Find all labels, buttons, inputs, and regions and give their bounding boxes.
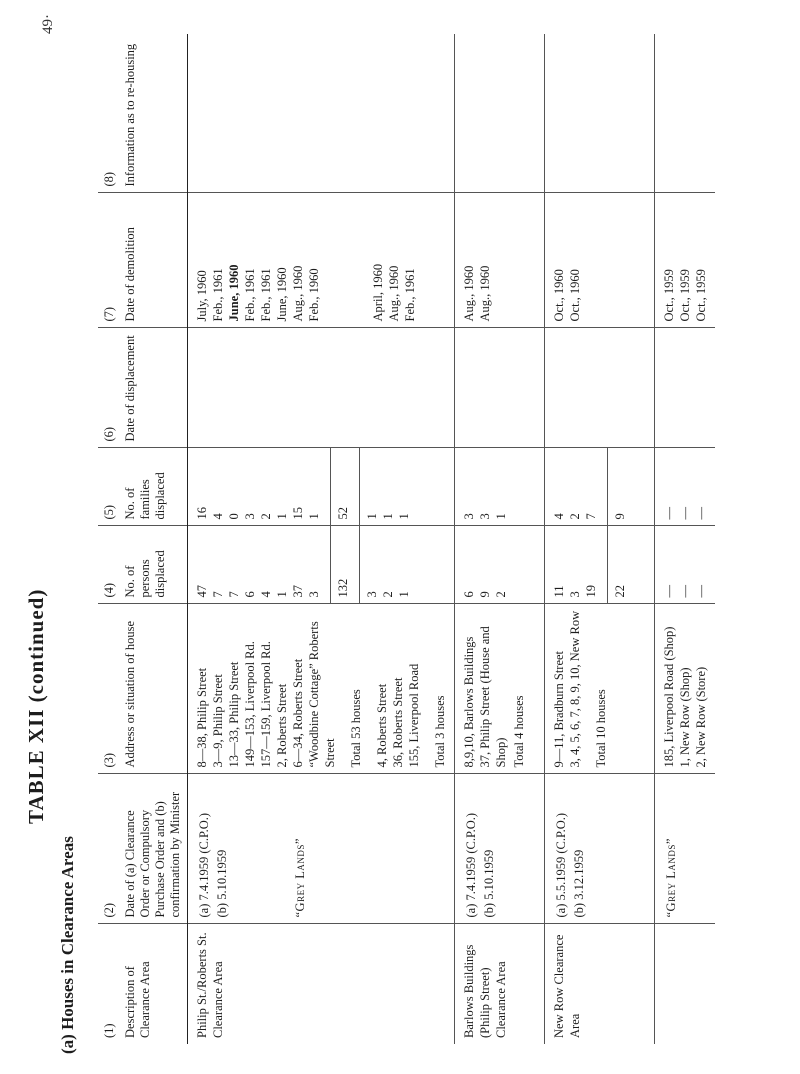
order-dates: (a) 7.4.1959 (C.P.O.) (b) 5.10.1959 (455, 774, 545, 924)
displacement-date (655, 328, 716, 448)
addresses: 185, Liverpool Road (Shop) 1, New Row (Shop) 2, New Row (Store) (655, 604, 716, 774)
demolition-dates: Oct., 1959 Oct., 1959 Oct., 1959 (655, 193, 716, 328)
rehousing-info (455, 34, 545, 193)
persons-displaced: — — — (655, 526, 716, 604)
persons-displaced: 47 7 7 6 4 1 37 3 132 3 2 1 (188, 526, 455, 604)
demolition-dates: Oct., 1960 Oct., 1960 (545, 193, 655, 328)
persons-displaced: 11 3 19 22 (545, 526, 655, 604)
col-demolition-header: (7) Date of demolition (98, 193, 188, 328)
rehousing-info (188, 34, 455, 193)
table-subtitle: (a) Houses in Clearance Areas (58, 836, 77, 1054)
col-rehousing-header: (8) Information as to re-housing (98, 34, 188, 193)
table-row (545, 34, 655, 1044)
col-address-header: (3) Address or situation of house (98, 604, 188, 774)
table-row (188, 34, 455, 1044)
area-description: Philip St./Roberts St. Clearance Area (188, 924, 455, 1044)
rehousing-info (545, 34, 655, 193)
table-title: TABLE XII (continued) (24, 588, 48, 824)
order-dates: (a) 5.5.1959 (C.P.O.) (b) 3.12.1959 (545, 774, 655, 924)
page-number: 49· (40, 14, 56, 34)
demolition-dates: July, 1960 Feb., 1961 June, 1960 Feb., 1961 Feb., 1961 June, 1960 Aug., 1960 Feb., 1960 April, 1960 Aug., 1960 Feb., 1961 (188, 193, 455, 328)
col-persons-header: (4) No. of persons displaced (98, 526, 188, 604)
order-dates: (a) 7.4.1959 (C.P.O.) (b) 5.10.1959 “Grey Lands” (188, 774, 455, 924)
col-displacement-header: (6) Date of displacement (98, 328, 188, 448)
area-description: New Row Clearance Area (545, 924, 655, 1044)
rehousing-info (655, 34, 716, 193)
area-description (655, 924, 716, 1044)
families-displaced: 3 3 1 (455, 448, 545, 526)
displacement-date (545, 328, 655, 448)
displacement-date (188, 328, 455, 448)
col-date-order-header: (2) Date of (a) Clearance Order or Compulsory Purchase Order and (b) confirmation by Minister (98, 774, 188, 924)
persons-displaced: 6 9 2 (455, 526, 545, 604)
area-description: Barlows Buildings (Philip Street) Clearance Area (455, 924, 545, 1044)
displacement-date (455, 328, 545, 448)
col-description-header: (1) Description of Clearance Area (98, 924, 188, 1044)
header-row (98, 34, 188, 1044)
table-row (655, 34, 716, 1044)
col-families-header: (5) No. of families displaced (98, 448, 188, 526)
families-displaced: 16 4 0 3 2 1 15 1 52 1 1 1 (188, 448, 455, 526)
clearance-table (98, 34, 715, 1044)
addresses: 8—38, Philip Street 3—9, Philip Street 13—33, Philip Street 149—153, Liverpool Rd. 157—159, Liverpool Rd. 2, Roberts Street 6—34, Roberts Street “Woodbine Cottage” Roberts Street Total 53 houses 4, Roberts Street 36, Roberts Street 155, Liverpool Road Total 3 houses (188, 604, 455, 774)
addresses: 9—11, Bradburn Street 3, 4, 5, 6, 7, 8, 9, 10, New Row Total 10 houses (545, 604, 655, 774)
demolition-dates: Aug., 1960 Aug., 1960 (455, 193, 545, 328)
table-row (455, 34, 545, 1044)
families-displaced: — — — (655, 448, 716, 526)
families-displaced: 4 2 7 9 (545, 448, 655, 526)
addresses: 8,9,10, Barlows Buildings 37, Philip Street (House and Shop) Total 4 houses (455, 604, 545, 774)
order-dates: “Grey Lands” (655, 774, 716, 924)
